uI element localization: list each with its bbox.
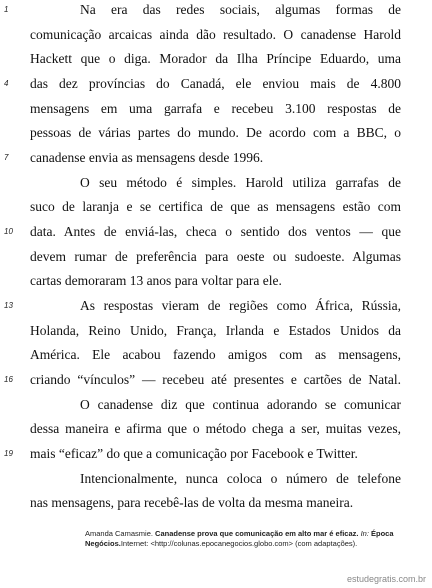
source-citation	[85, 529, 401, 549]
text-line: América. Ele acabou fazendo amigos com as mensagens,	[30, 347, 401, 362]
text-line: mais “eficaz” do que a comunicação por Facebook e Twitter.	[30, 446, 358, 461]
source-in-label: In:	[360, 529, 369, 538]
text-line: das dez províncias do Canadá, ele enviou mais de 4.800	[30, 76, 401, 91]
text-line: suco de laranja e se certifica de que as mensagens estão com	[30, 199, 401, 214]
source-publication: Época Negócios.	[85, 529, 394, 548]
text-line: criando “vínculos” — recebeu até presentes e cartões de Natal.	[30, 372, 401, 387]
text-line: dessa maneira e afirma que o método chega a ser, muitas vezes,	[30, 421, 401, 436]
text-line: pessoas de várias partes do mundo. De acordo com a BBC, o	[30, 125, 401, 140]
text-line: O seu método é simples. Harold utiliza garrafas de	[80, 175, 401, 190]
text-line: mensagens em uma garrafa e recebeu 3.100 respostas de	[30, 101, 401, 116]
text-line: Intencionalmente, nunca coloca o número de telefone	[80, 471, 401, 486]
line-number: 13	[4, 301, 13, 310]
text-line: devem rumar de preferência para oeste ou sudoeste. Algumas	[30, 249, 401, 264]
line-number: 1	[4, 5, 9, 14]
line-number: 19	[4, 449, 13, 458]
text-line: comunicação arcaicas ainda dão resultado. O canadense Harold	[30, 27, 401, 42]
line-number: 4	[4, 79, 9, 88]
text-line: data. Antes de enviá-las, checa o sentido dos ventos — que	[30, 224, 401, 239]
line-number: 16	[4, 375, 13, 384]
line-number: 10	[4, 227, 13, 236]
text-line: canadense envia as mensagens desde 1996.	[30, 150, 264, 165]
site-watermark: estudegratis.com.br	[346, 574, 426, 584]
text-line: cartas demoraram 13 anos para voltar para ele.	[30, 273, 282, 288]
source-author: Amanda Camasmie.	[85, 529, 153, 538]
text-line: Na era das redes sociais, algumas formas de	[80, 2, 401, 17]
source-title: Canadense prova que comunicação em alto mar é eficaz.	[155, 529, 359, 538]
source-rest: Internet: <http://colunas.epocanegocios.globo.com> (com adaptações).	[120, 539, 358, 548]
line-number: 7	[4, 153, 9, 162]
text-line: Hackett que o diga. Morador da Ilha Príncipe Eduardo, uma	[30, 51, 401, 66]
text-line: O canadense diz que continua adorando se comunicar	[80, 397, 401, 412]
text-line: As respostas vieram de regiões como África, Rússia,	[80, 298, 401, 313]
text-line: nas mensagens, para recebê-las de volta da mesma maneira.	[30, 495, 354, 510]
text-line: Holanda, Reino Unido, França, Irlanda e Estados Unidos da	[30, 323, 401, 338]
